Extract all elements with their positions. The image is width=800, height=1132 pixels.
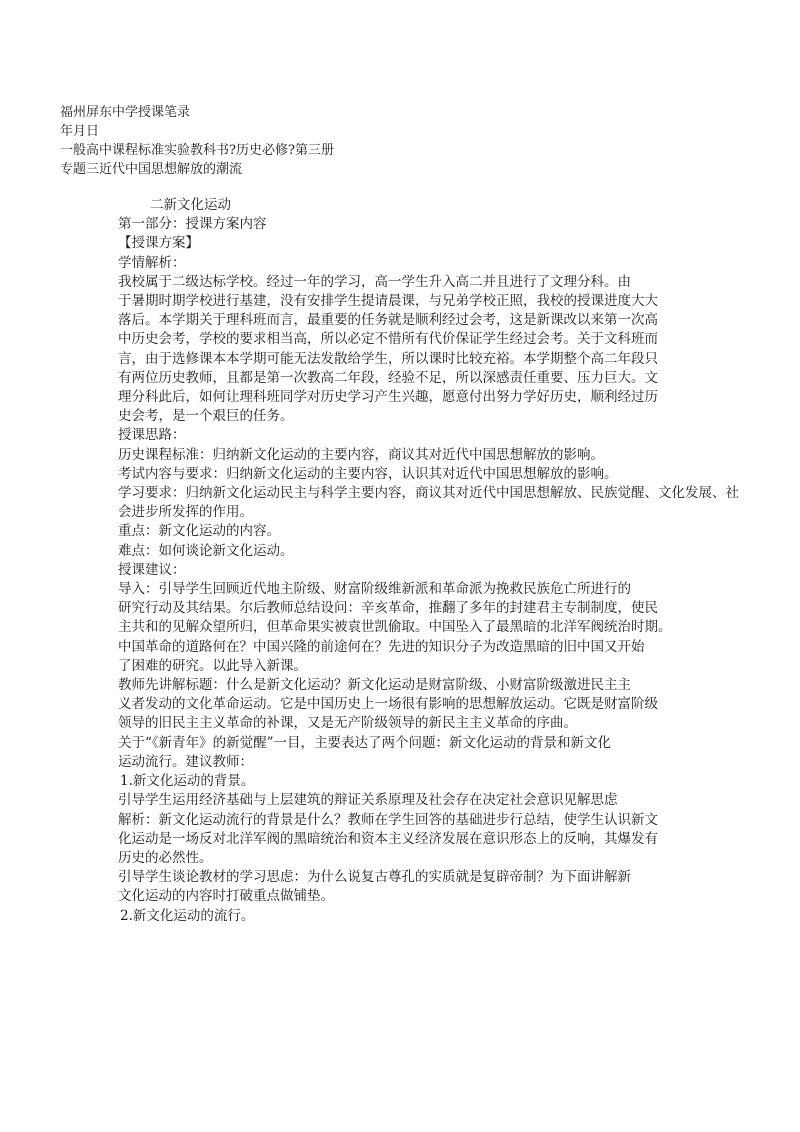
paragraph-line: 引导学生运用经济基础与上层建筑的辩证关系原理及社会存在决定社会意识见解思虑 [118,792,618,809]
paragraph-line: 文化运动的内容时打破重点做铺垫。 [118,888,334,905]
paragraph-line: 言，由于选修课本本学期可能无法发散给学生，所以课时比较充裕。本学期整个高二年段只 [118,350,658,367]
paragraph-line: 主共和的见解众望所归，但革命果实被袁世凯偷取。中国坠入了最黑暗的北洋军阀统治时期。 [118,619,672,636]
paragraph-line: 于暑期时期学校进行基建，没有安排学生提请晨课，与兄弟学校正照，我校的授课进度大大 [118,293,658,310]
lesson-title: 二新文化运动 [150,197,231,213]
subheading-student-analysis: 学情解析： [118,254,186,271]
numbered-item: 2.新文化运动的流行。 [120,907,255,924]
plan-heading: 【授课方案】 [118,235,199,252]
paragraph-line: 关于“《新青年》的新觉醒”一目，主要表达了两个问题：新文化运动的背景和新文化 [118,734,612,751]
paragraph-line: 研究行动及其结果。尔后教师总结设问：辛亥革命，推翻了多年的封建君主专制制度，使民 [118,600,658,617]
paragraph-line: 史会考，是一个艰巨的任务。 [118,408,294,425]
paragraph-line: 有两位历史教师，且都是第一次教高二年段，经验不足，所以深感责任重要、压力巨大。文 [118,369,658,386]
document-header [60,103,760,179]
section-heading: 第一部分：授课方案内容 [118,216,267,233]
textbook-line: 一般高中课程标准实验教科书?历史必修?第三册 [60,143,334,158]
paragraph-line: 考试内容与要求：归纳新文化运动的主要内容，认识其对近代中国思想解放的影响。 [118,465,618,482]
document-body [118,196,758,926]
paragraph-line: 了困难的研究。以此导入新课。 [118,657,307,674]
paragraph-line: 导入：引导学生回顾近代地主阶级、财富阶级维新派和革命派为挽救民族危亡所进行的 [118,581,631,598]
paragraph-line: 中历史会考，学校的要求相当高，所以必定不惜所有代价保证学生经过会考。关于文科班而 [118,331,658,348]
date-line: 年月日 [60,124,100,139]
paragraph-line: 化运动是一场反对北洋军阀的黑暗统治和资本主义经济发展在意识形态上的反响，其爆发有 [118,830,658,847]
paragraph-line: 历史课程标准：归纳新文化运动的主要内容，商议其对近代中国思想解放的影响。 [118,446,604,463]
paragraph-line: 解析：新文化运动流行的背景是什么？教师在学生回答的基础进步行总结，使学生认识新文 [118,811,658,828]
topic-line: 专题三近代中国思想解放的潮流 [60,162,243,177]
paragraph-line: 重点：新文化运动的内容。 [118,523,280,540]
paragraph-line: 运动流行。建议教师： [118,753,253,770]
paragraph-line: 中国革命的道路何在？中国兴隆的前途何在？先进的知识分子为改造黑暗的旧中国又开始 [118,638,645,655]
paragraph-line: 落后。本学期关于理科班而言，最重要的任务就是顺利经过会考，这是新课改以来第一次高 [118,312,658,329]
paragraph-line: 我校属于二级达标学校。经过一年的学习，高一学生升入高二并且进行了文理分科。由 [118,273,631,290]
numbered-item: 1.新文化运动的背景。 [120,773,255,790]
paragraph-line: 难点：如何谈论新文化运动。 [118,542,294,559]
paragraph-line: 理分科此后，如何让理科班同学对历史学习产生兴趣，愿意付出努力学好历史，顺利经过历 [118,389,658,406]
subheading-teaching-approach: 授课思路： [118,427,186,444]
paragraph-line: 历史的必然性。 [118,849,213,866]
paragraph-line: 教师先讲解标题：什么是新文化运动？新文化运动是财富阶级、小财富阶级激进民主主 [118,677,631,694]
paragraph-line: 义者发动的文化革命运动。它是中国历史上一场很有影响的思想解放运动。它既是财富阶级 [118,696,658,713]
paragraph-line: 领导的旧民主主义革命的补课，又是无产阶级领导的新民主主义革命的序曲。 [118,715,577,732]
paragraph-line: 引导学生谈论教材的学习思虑：为什么说复古尊孔的实质就是复辟帝制？为下面讲解新 [118,869,631,886]
subheading-teaching-suggestions: 授课建议： [118,561,186,578]
paragraph-line: 学习要求：归纳新文化运动民主与科学主要内容，商议其对近代中国思想解放、民族觉醒、文化发展、社 [118,485,739,502]
school-title: 福州屏东中学授课笔录 [60,105,191,120]
paragraph-line: 会进步所发挥的作用。 [118,504,253,521]
